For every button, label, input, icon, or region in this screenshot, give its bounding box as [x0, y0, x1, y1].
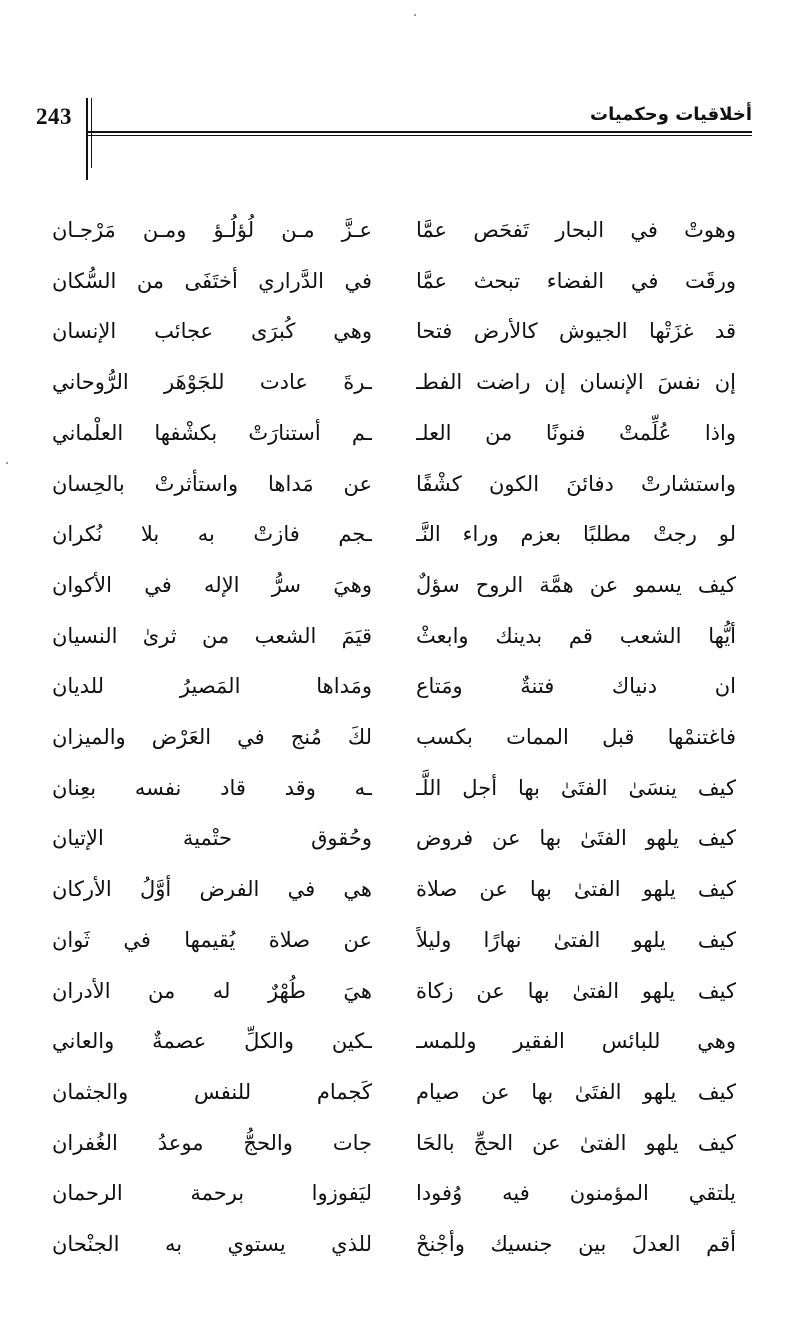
poem-ajuz-hemistich: هيَ طُهْرٌ له من الأدران [52, 978, 372, 1003]
poem-couplet [0, 509, 788, 559]
poem-sadr-hemistich: ورقَت في الفضاء تبحث عمَّا [416, 268, 736, 293]
poem-ajuz-hemistich: ـم أستنارَتْ بكشْفها العلْماني [52, 420, 372, 445]
poem-ajuz-hemistich: جات والحجُّ موعدُ الغُفران [52, 1130, 372, 1155]
poem-couplet [0, 459, 788, 509]
poem-couplet [0, 408, 788, 458]
header-rule [88, 131, 752, 133]
poem-sadr-hemistich: كيف يسمو عن همَّة الروح سؤلٌ [416, 572, 736, 597]
poem-ajuz-hemistich: ليَفوزوا برحمة الرحمان [52, 1181, 372, 1206]
poem-couplet [0, 915, 788, 965]
poem-ajuz-hemistich: وهي كُبرَى عجائب الإنسان [52, 319, 372, 344]
poem-ajuz-hemistich: للذي يستوي به الجنْحان [52, 1232, 372, 1256]
poem-sadr-hemistich: إن نفسَ الإنسان إن راضت الفطـ [416, 370, 736, 395]
poem-couplet [0, 864, 788, 914]
poem-sadr-hemistich: كيف يلهو الفتىٰ عن الحجِّ بالحَا [416, 1130, 736, 1155]
poem-couplet [0, 611, 788, 661]
poem-couplet [0, 357, 788, 407]
poem-sadr-hemistich: أقم العدلَ بين جنسيك وأجْنحْ [416, 1232, 736, 1256]
scan-speck [414, 14, 416, 16]
poem-ajuz-hemistich: ـجم فازتْ به بلا نُكران [52, 522, 372, 547]
poem-couplet [0, 1067, 788, 1117]
poem-sadr-hemistich: ان دنياك فتنةٌ ومَتاع [416, 674, 736, 699]
poem-sadr-hemistich: وهي للبائس الفقير وللمسـ [416, 1029, 736, 1054]
poem-sadr-hemistich: كيف ينسَىٰ الفتَىٰ بها أجل اللَّـ [416, 775, 736, 800]
poem-sadr-hemistich: كيف يلهو الفتىٰ نهارًا وليلاً [416, 927, 736, 952]
poem-ajuz-hemistich: وهيَ سرُّ الإله في الأكوان [52, 572, 372, 597]
poem-sadr-hemistich: أيُّها الشعب قم بدينك وابعثْ [416, 623, 736, 648]
poem-couplet [0, 560, 788, 610]
poem-couplet [0, 256, 788, 306]
poem-sadr-hemistich: وهوتْ في البحار تَفحَص عمَّا [416, 218, 736, 242]
book-title: أخلاقيات وحكميات [590, 104, 752, 125]
poem-sadr-hemistich: كيف يلهو الفتَىٰ بها عن صيام [416, 1079, 736, 1104]
poem [0, 205, 788, 1265]
running-header [0, 90, 788, 180]
poem-ajuz-hemistich: عن مَداها واستأثرتْ بالحِسان [52, 471, 372, 496]
header-vertical-rule [86, 98, 88, 180]
poem-ajuz-hemistich: ومَداها المَصيرُ للديان [52, 674, 372, 699]
poem-ajuz-hemistich: هي في الفرض أوَّلُ الأركان [52, 877, 372, 902]
poem-couplet [0, 966, 788, 1016]
poem-couplet [0, 712, 788, 762]
poem-couplet [0, 763, 788, 813]
poem-sadr-hemistich: كيف يلهو الفتىٰ بها عن صلاة [416, 877, 736, 902]
poem-sadr-hemistich: واستشارتْ دفائنَ الكون كشْفًا [416, 471, 736, 496]
poem-couplet [0, 1219, 788, 1269]
poem-ajuz-hemistich: كَجمام للنفس والجثمان [52, 1079, 372, 1104]
poem-sadr-hemistich: يلتقي المؤمنون فيه وُفودا [416, 1181, 736, 1206]
poem-ajuz-hemistich: ـه وقد قاد نفسه بعِنان [52, 775, 372, 800]
poem-sadr-hemistich: قد غزَتْها الجيوش كالأرض فتحا [416, 319, 736, 344]
poem-couplet [0, 306, 788, 356]
poem-ajuz-hemistich: وحُقوق حتْمية الإتيان [52, 826, 372, 851]
poem-ajuz-hemistich: لكَ مُنج في العَرْض والميزان [52, 725, 372, 749]
poem-couplet [0, 813, 788, 863]
poem-couplet [0, 1118, 788, 1168]
poem-ajuz-hemistich: عن صلاة يُقيمها في ثَوان [52, 927, 372, 952]
header-vertical-rule-thin [91, 98, 92, 168]
poem-sadr-hemistich: كيف يلهو الفتَىٰ بها عن فروض [416, 826, 736, 851]
poem-sadr-hemistich: لو رجتْ مطلبًا بعزم وراء النَّـ [416, 522, 736, 547]
poem-sadr-hemistich: كيف يلهو الفتىٰ بها عن زكاة [416, 978, 736, 1003]
poem-sadr-hemistich: فاغتنمْها قبل الممات بكسب [416, 725, 736, 749]
header-rule-thin [88, 135, 752, 136]
poem-couplet [0, 205, 788, 255]
page-number: 243 [36, 104, 72, 129]
poem-couplet [0, 661, 788, 711]
poem-ajuz-hemistich: في الدَّراري أختَفَى من السُّكان [52, 268, 372, 293]
poem-sadr-hemistich: واذا عُلِّمتْ فنونًا من العلـ [416, 420, 736, 445]
poem-ajuz-hemistich: ـرةَ عادت للجَوْهَر الرُّوحاني [52, 370, 372, 395]
poem-ajuz-hemistich: ـكين والكلِّ عصمةٌ والعاني [52, 1029, 372, 1054]
poem-ajuz-hemistich: عـزَّ مـن لُؤلُـؤ ومـن مَرْجـان [52, 218, 372, 242]
poem-couplet [0, 1168, 788, 1218]
poem-ajuz-hemistich: قيَمَ الشعب من ثرىٰ النسيان [52, 623, 372, 648]
poem-couplet [0, 1016, 788, 1066]
